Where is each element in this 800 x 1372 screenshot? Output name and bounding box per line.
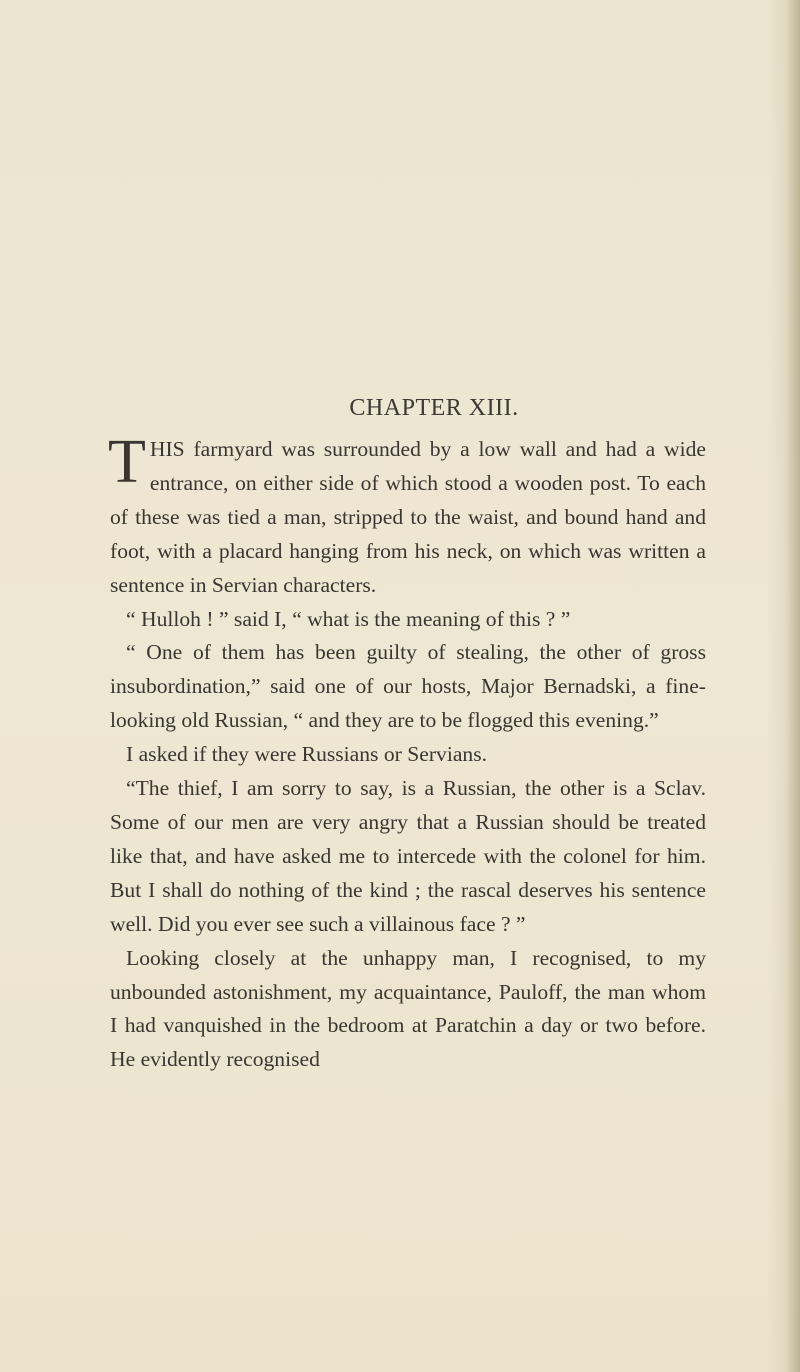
paragraph-4: I asked if they were Russians or Servians. bbox=[126, 742, 488, 767]
paragraph-6: Looking closely at the unhappy man, I recognised, to my unbounded astonishment, my acquaintance, Pauloff, the man whom I had vanquished in the bedroom at Paratchin a day or two before. He evidently recognised bbox=[110, 945, 706, 1072]
paragraph-3: “ One of them has been guilty of stealing, the other of gross insubordination,” said one of our hosts, Major Bernadski, a fine-looking old Russian, “ and they are to be flogged this evening.” bbox=[110, 640, 706, 733]
paragraph-lead: HIS bbox=[149, 437, 185, 461]
body-text bbox=[108, 428, 706, 1077]
paragraph-2: “ Hulloh ! ” said I, “ what is the meaning of this ? ” bbox=[126, 606, 571, 631]
drop-cap: T bbox=[108, 428, 146, 496]
paragraph-text: farmyard was surrounded by a low wall and had a wide entrance, on either side of which stood a wooden post. To each of these was tied a man, stripped to the waist, and bound hand and foot, with a placard hanging from his neck, on which was written a sentence in Servian characters. bbox=[110, 437, 706, 597]
paragraph-5: “The thief, I am sorry to say, is a Russian, the other is a Sclav. Some of our men are very angry that a Russian should be treated like that, and have asked me to intercede with the colonel for him. But I shall do nothing of the kind ; the rascal deserves his sentence well. Did you ever see such a villainous face ? ” bbox=[110, 776, 706, 936]
chapter-heading-text: CHAPTER XIII. bbox=[349, 395, 519, 421]
page-edge-shadow bbox=[786, 0, 800, 1372]
paragraph-1 bbox=[108, 428, 706, 603]
chapter-heading bbox=[68, 395, 800, 422]
